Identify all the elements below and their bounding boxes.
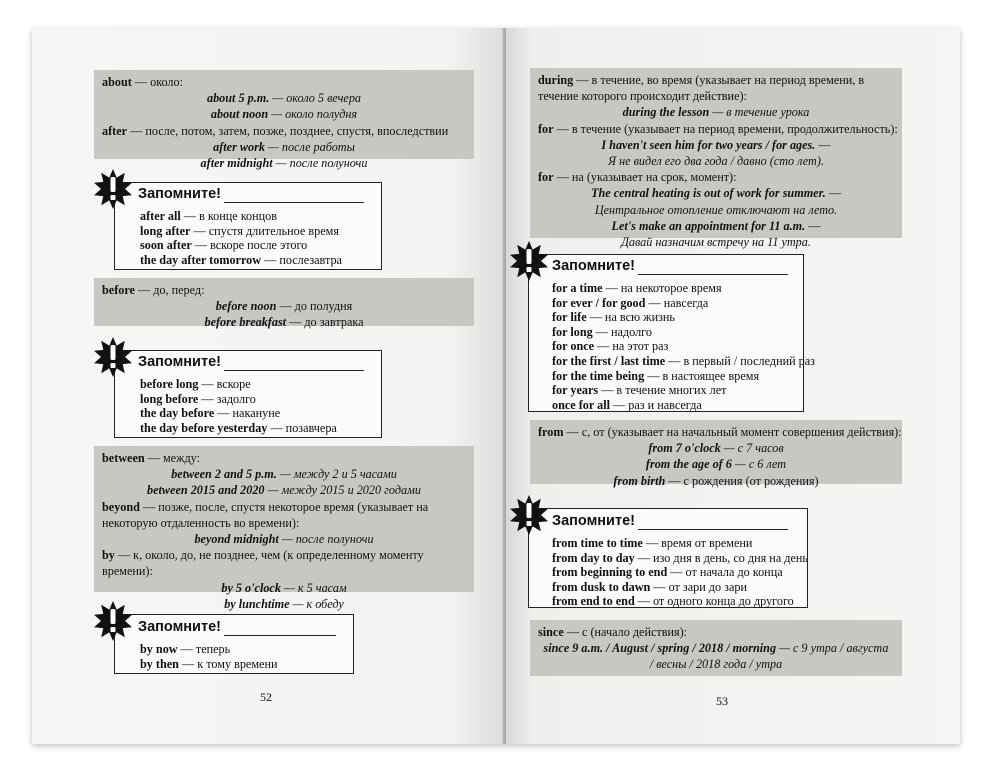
- exclamation-star-icon: [92, 600, 134, 647]
- translation: — после полуночи: [272, 156, 368, 171]
- translation: — на всю жизнь: [586, 310, 675, 325]
- text-line: [102, 106, 466, 122]
- keyword: from time to time: [552, 536, 643, 550]
- keyword: from day to day: [552, 550, 635, 565]
- translation: — позже, после, спустя некоторое время (указывает на: [139, 499, 429, 514]
- keyword: after: [102, 123, 128, 138]
- page-number: 52: [260, 690, 272, 704]
- text-line: [538, 169, 894, 185]
- translation: — раз и навсегда: [610, 397, 702, 412]
- translation: — надолго: [592, 324, 652, 339]
- translation: — после, потом, затем, позже, позднее, спустя, впоследствии: [127, 123, 449, 138]
- keyword: by then: [140, 656, 179, 671]
- keyword: soon after: [140, 238, 192, 253]
- right-page: [506, 28, 960, 744]
- translation: — с рождения (от рождения): [665, 473, 819, 488]
- keyword: for life: [552, 310, 587, 325]
- keyword: by now: [140, 642, 178, 656]
- example: from the age of 6: [645, 457, 732, 472]
- keyword: for: [538, 170, 554, 185]
- text-line: [102, 450, 466, 466]
- keyword: from dusk to dawn: [552, 579, 651, 594]
- keyword: for a time: [552, 281, 603, 295]
- translation: — к обеду: [289, 596, 344, 611]
- text-line: [140, 406, 337, 421]
- text-line: [538, 202, 894, 218]
- grammar-box-since: [530, 620, 902, 676]
- exclamation-star-icon: [508, 240, 550, 287]
- translation: — задолго: [198, 391, 256, 406]
- translation: — с, от (указывает на начальный момент совершения действия):: [563, 425, 902, 439]
- text-line: [552, 594, 808, 609]
- remember-title: Запомните!: [138, 354, 221, 370]
- translation: течение которого происходит действие):: [538, 89, 747, 104]
- remember-title: Запомните!: [138, 186, 221, 202]
- text-line: [140, 421, 337, 436]
- text-line: [538, 640, 894, 656]
- translation: — теперь: [177, 642, 231, 656]
- remember-items: [140, 209, 342, 267]
- text-line: [552, 536, 808, 551]
- text-line: [552, 580, 808, 595]
- remember-box-for: [508, 240, 868, 414]
- translation: — до завтрака: [286, 315, 364, 330]
- keyword: long before: [140, 391, 199, 406]
- open-book: [32, 28, 960, 744]
- keyword: the day after tomorrow: [140, 252, 262, 267]
- grammar-box-between-beyond-by: [94, 446, 474, 611]
- page-number: 53: [716, 694, 728, 708]
- translation: — в течение (указывает на период времени, продолжительность):: [553, 121, 898, 136]
- text-line: [102, 139, 466, 155]
- translation: — время от времени: [642, 536, 753, 550]
- translation: — от начала до конца: [667, 565, 783, 580]
- text-line: [102, 298, 466, 314]
- text-line: [140, 209, 342, 224]
- text-line: [102, 580, 466, 596]
- remember-items: [140, 377, 337, 435]
- keyword: between: [102, 451, 145, 465]
- text-line: [552, 565, 808, 580]
- translation: — спустя длительное время: [190, 223, 339, 238]
- example: between 2 and 5 p.m.: [171, 467, 277, 482]
- text-line: [140, 377, 337, 392]
- keyword: before long: [140, 377, 199, 391]
- example: since 9 a.m. / August / spring / 2018 / morning: [543, 641, 777, 656]
- keyword: about: [102, 75, 132, 89]
- text-line: [552, 383, 815, 398]
- keyword: for ever / for good: [552, 295, 646, 310]
- text-line: [552, 296, 815, 311]
- keyword: for once: [552, 339, 595, 354]
- keyword: before: [102, 283, 135, 297]
- text-line: [140, 253, 342, 268]
- example: during the lesson: [622, 105, 710, 120]
- exclamation-star-icon: [508, 494, 550, 541]
- text-line: [538, 218, 894, 234]
- text-line: [538, 137, 894, 153]
- remember-items: [552, 281, 815, 412]
- text-line: [102, 499, 466, 515]
- translation: Я не видел его два года / давно (сто лет).: [608, 154, 824, 169]
- text-line: [552, 339, 815, 354]
- keyword: beyond: [102, 499, 140, 514]
- text-line: [538, 440, 894, 456]
- example: from birth: [613, 473, 666, 488]
- example: by lunchtime: [224, 596, 290, 611]
- translation: — около 5 вечера: [269, 91, 362, 106]
- translation: времени):: [102, 564, 153, 579]
- text-line: [102, 531, 466, 547]
- text-line: [102, 547, 466, 563]
- translation: — в течение урока: [709, 105, 810, 120]
- translation: некоторую отдаленность во времени):: [102, 515, 300, 530]
- translation: — вскоре после этого: [191, 238, 308, 253]
- remember-title: Запомните!: [552, 258, 635, 274]
- translation: — между 2 и 5 часами: [276, 467, 397, 482]
- translation: — послезавтра: [261, 252, 342, 267]
- grammar-box-about-after: [94, 70, 474, 171]
- translation: — к, около, до, не позднее, чем (к определенному моменту: [114, 548, 424, 563]
- translation: — с (начало действия):: [563, 625, 688, 639]
- exclamation-star-icon: [92, 168, 134, 215]
- translation: Центральное отопление отключают на лето.: [594, 202, 838, 217]
- text-line: [552, 398, 815, 413]
- left-page: [32, 28, 506, 744]
- keyword: for years: [552, 383, 599, 398]
- translation: / весны / 2018 года / утра: [649, 657, 783, 672]
- translation: — вскоре: [198, 377, 251, 391]
- example: before breakfast: [204, 315, 287, 330]
- keyword: after all: [140, 209, 181, 223]
- translation: — с 7 часов: [720, 441, 784, 456]
- remember-title: Запомните!: [138, 619, 221, 635]
- translation: — позавчера: [267, 420, 337, 435]
- translation: — к 5 часам: [280, 580, 347, 595]
- translation: — около:: [131, 75, 183, 89]
- keyword: for long: [552, 324, 593, 339]
- translation: — от зари до зари: [650, 579, 747, 594]
- translation: — после полуночи: [278, 532, 374, 547]
- text-line: [102, 482, 466, 498]
- text-line: [552, 551, 808, 566]
- translation: — в первый / последний раз: [665, 353, 816, 368]
- text-line: [552, 310, 815, 325]
- text-line: [140, 657, 278, 672]
- text-line: [538, 185, 894, 201]
- text-line: [140, 238, 342, 253]
- translation: — с 6 лет: [731, 457, 787, 472]
- text-line: [552, 369, 815, 384]
- grammar-box-during-for: [530, 68, 902, 250]
- remember-box-before: [92, 334, 392, 440]
- keyword: for: [538, 121, 554, 136]
- keyword: long after: [140, 223, 191, 238]
- keyword: from beginning to end: [552, 565, 668, 580]
- translation: — до, перед:: [134, 283, 205, 297]
- remember-items: [552, 536, 808, 609]
- text-line: [538, 104, 894, 120]
- keyword: the day before: [140, 406, 215, 421]
- exclamation-star-icon: [92, 336, 134, 383]
- text-line: [538, 624, 894, 640]
- example: after midnight: [200, 156, 273, 171]
- keyword: during: [538, 73, 574, 87]
- translation: — на (указывает на срок, момент):: [553, 170, 737, 185]
- keyword: for the first / last time: [552, 353, 666, 368]
- keyword: by: [102, 548, 115, 563]
- text-line: [102, 74, 466, 90]
- text-line: [538, 473, 894, 489]
- example: about 5 p.m.: [206, 91, 270, 106]
- translation: — с 9 утра / августа: [776, 641, 889, 656]
- translation: — в конце концов: [180, 209, 278, 223]
- text-line: [102, 563, 466, 579]
- translation: —: [815, 137, 831, 152]
- translation: — в течение многих лет: [598, 383, 727, 398]
- text-line: [538, 153, 894, 169]
- text-line: [538, 88, 894, 104]
- text-line: [102, 466, 466, 482]
- text-line: [102, 90, 466, 106]
- translation: — изо дня в день, со дня на день: [634, 550, 808, 565]
- remember-items: [140, 642, 278, 671]
- translation: — навсегда: [645, 295, 709, 310]
- example: by 5 o'clock: [221, 580, 281, 595]
- translation: — на этот раз: [594, 339, 669, 354]
- translation: — между 2015 и 2020 годами: [264, 483, 421, 498]
- translation: — после работы: [264, 139, 355, 154]
- translation: —: [805, 218, 821, 233]
- keyword: once for all: [552, 397, 610, 412]
- remember-box-from: [508, 492, 868, 610]
- text-line: [140, 224, 342, 239]
- example: beyond midnight: [194, 532, 279, 547]
- keyword: since: [538, 625, 564, 639]
- text-line: [102, 282, 466, 298]
- text-line: [102, 123, 466, 139]
- example: Let's make an appointment for 11 a.m.: [611, 218, 806, 233]
- example: from 7 o'clock: [648, 441, 721, 456]
- keyword: for the time being: [552, 368, 645, 383]
- translation: — в настоящее время: [644, 368, 760, 383]
- example: after work: [213, 139, 265, 154]
- text-line: [140, 642, 278, 657]
- text-line: [538, 72, 894, 88]
- translation: — в течение, во время (указывает на период времени, в: [573, 73, 865, 87]
- text-line: [538, 656, 894, 672]
- example: The central heating is out of work for summer.: [591, 186, 826, 201]
- text-line: [140, 392, 337, 407]
- text-line: [102, 314, 466, 330]
- example: about noon: [210, 107, 269, 122]
- text-line: [552, 354, 815, 369]
- grammar-box-before: [94, 278, 474, 330]
- text-line: [102, 515, 466, 531]
- translation: — накануне: [214, 406, 281, 421]
- translation: — между:: [144, 451, 200, 465]
- keyword: from: [538, 425, 564, 439]
- translation: —: [825, 186, 841, 201]
- example: I haven't seen him for two years / for ages.: [601, 137, 816, 152]
- translation: — от одного конца до другого: [634, 594, 794, 609]
- remember-title: Запомните!: [552, 513, 635, 529]
- text-line: [538, 456, 894, 472]
- remember-box-after: [92, 168, 392, 272]
- translation: — на некоторое время: [602, 281, 722, 295]
- text-line: [552, 325, 815, 340]
- translation: Давай назначим встречу на 11 утра.: [621, 235, 811, 250]
- translation: — около полудня: [268, 107, 358, 122]
- text-line: [552, 281, 815, 296]
- text-line: [538, 424, 902, 440]
- keyword: from end to end: [552, 594, 635, 609]
- example: between 2015 and 2020: [147, 483, 265, 498]
- grammar-box-from: [530, 420, 902, 488]
- keyword: the day before yesterday: [140, 420, 268, 435]
- translation: — до полудня: [276, 299, 353, 314]
- remember-box-by: [92, 598, 392, 678]
- example: before noon: [215, 299, 277, 314]
- translation: — к тому времени: [178, 656, 278, 671]
- text-line: [538, 121, 898, 137]
